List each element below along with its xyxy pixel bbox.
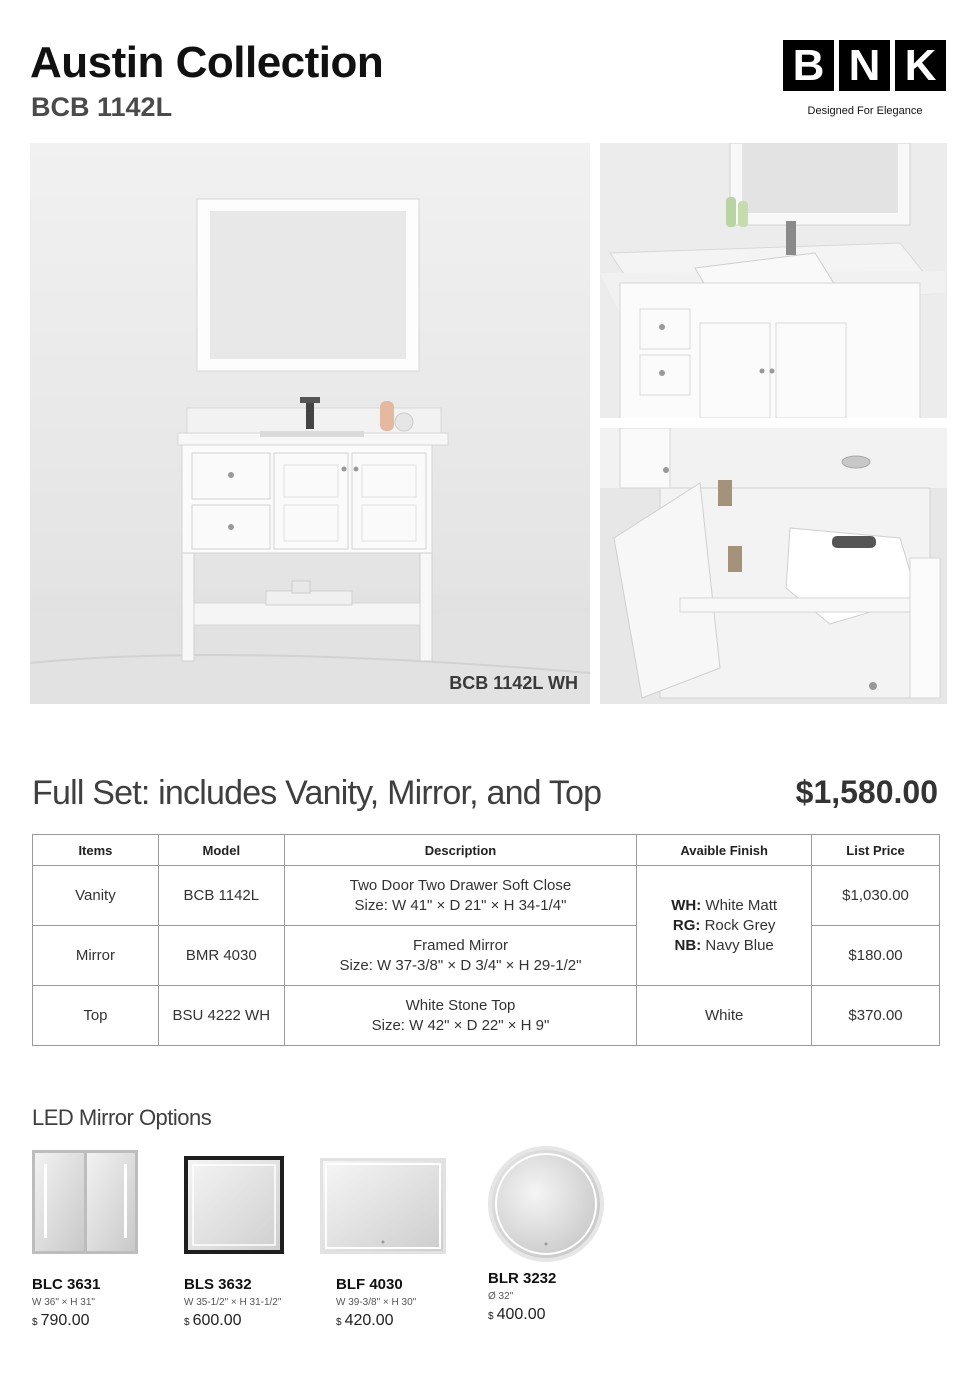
mirror-option-blc3631 <box>32 1150 162 1330</box>
frameless-mirror-icon <box>320 1150 446 1254</box>
mirror-name: BLS 3632 <box>184 1276 252 1293</box>
finish-option <box>637 896 811 916</box>
cell-price: $1,030.00 <box>812 866 940 926</box>
page-title: Austin Collection <box>30 38 384 87</box>
currency-symbol: $ <box>488 1311 494 1322</box>
main-product-photo <box>30 143 590 704</box>
description-line: White Stone Top <box>405 996 516 1014</box>
header-price: List Price <box>812 835 940 866</box>
fullset-price: $1,580.00 <box>795 774 938 810</box>
finish-option <box>637 936 811 956</box>
finish-name: Rock Grey <box>704 916 776 934</box>
header-model: Model <box>158 835 284 866</box>
mirror-name: BLR 3232 <box>488 1270 557 1287</box>
logo-letter-b: B <box>783 40 834 91</box>
mirror-price-value: 400.00 <box>496 1306 546 1323</box>
mirror-price <box>336 1312 466 1330</box>
logo-tagline: Designed For Elegance <box>807 105 923 117</box>
cabinet-interior-photo <box>600 428 947 704</box>
mirror-size: Ø 32" <box>488 1291 514 1302</box>
mirror-option-bls3632 <box>184 1150 314 1330</box>
mirror-option-blf4030 <box>336 1150 466 1330</box>
mirror-name: BLF 4030 <box>336 1276 403 1293</box>
header-description: Description <box>284 835 637 866</box>
finish-code: WH: <box>671 896 702 914</box>
cell-model: BMR 4030 <box>158 926 284 986</box>
cell-price: $370.00 <box>812 986 940 1046</box>
cell-description <box>284 866 637 926</box>
mirror-image <box>336 1150 466 1260</box>
main-photo-caption: BCB 1142L WH <box>449 673 578 693</box>
logo-letter-n: N <box>839 40 890 91</box>
currency-symbol: $ <box>32 1317 38 1328</box>
table-header-row <box>33 835 940 866</box>
cell-finish: White <box>637 986 812 1046</box>
description-size: Size: W 37-3/8" × D 3/4" × H 29-1/2" <box>339 956 582 974</box>
mirror-price <box>184 1312 314 1330</box>
sink-detail-photo <box>600 143 947 418</box>
sink-illustration <box>600 143 947 418</box>
mirror-size: W 35-1/2" × H 31-1/2" <box>184 1297 282 1308</box>
model-subtitle: BCB 1142L <box>31 92 173 122</box>
currency-symbol: $ <box>336 1317 342 1328</box>
cell-item: Mirror <box>33 926 159 986</box>
mirror-price <box>488 1306 618 1324</box>
mirror-option-blr3232 <box>488 1150 618 1324</box>
spec-table <box>32 834 940 1046</box>
cell-price: $180.00 <box>812 926 940 986</box>
mirror-size: W 36" × H 31" <box>32 1297 95 1308</box>
table-row <box>33 986 940 1046</box>
description-line: Framed Mirror <box>412 936 508 954</box>
finish-name: Navy Blue <box>705 936 774 954</box>
mirror-size: W 39-3/8" × H 30" <box>336 1297 417 1308</box>
header-items: Items <box>33 835 159 866</box>
cabinet-interior-illustration <box>600 428 947 704</box>
cell-item: Top <box>33 986 159 1046</box>
round-mirror-icon <box>488 1144 608 1264</box>
description-size: Size: W 42" × D 22" × H 9" <box>371 1016 550 1034</box>
description-size: Size: W 41" × D 21" × H 34-1/4" <box>354 896 567 914</box>
mirror-price-value: 600.00 <box>192 1312 242 1329</box>
cell-item: Vanity <box>33 866 159 926</box>
fullset-heading: Full Set: includes Vanity, Mirror, and Top <box>32 774 602 812</box>
table-row <box>33 866 940 926</box>
header-finish: Avaible Finish <box>637 835 812 866</box>
cell-model: BSU 4222 WH <box>158 986 284 1046</box>
mirror-price <box>32 1312 162 1330</box>
mirror-name: BLC 3631 <box>32 1276 101 1293</box>
mirror-image <box>32 1150 162 1260</box>
brand-logo <box>783 40 947 117</box>
cell-finish-options <box>637 866 812 986</box>
mirror-price-value: 420.00 <box>344 1312 394 1329</box>
finish-code: RG: <box>672 916 701 934</box>
finish-name: White Matt <box>705 896 778 914</box>
mirror-image <box>184 1150 314 1260</box>
black-frame-mirror-icon <box>184 1150 286 1254</box>
currency-symbol: $ <box>184 1317 190 1328</box>
cell-description <box>284 926 637 986</box>
led-mirror-heading: LED Mirror Options <box>32 1105 212 1130</box>
cell-description <box>284 986 637 1046</box>
finish-option <box>637 916 811 936</box>
logo-letter-k: K <box>895 40 946 91</box>
mirror-cabinet-icon <box>32 1150 138 1254</box>
description-line: Two Door Two Drawer Soft Close <box>349 876 572 894</box>
cell-model: BCB 1142L <box>158 866 284 926</box>
finish-code: NB: <box>674 936 702 954</box>
mirror-price-value: 790.00 <box>40 1312 90 1329</box>
vanity-illustration <box>30 143 590 704</box>
mirror-image <box>488 1144 618 1254</box>
